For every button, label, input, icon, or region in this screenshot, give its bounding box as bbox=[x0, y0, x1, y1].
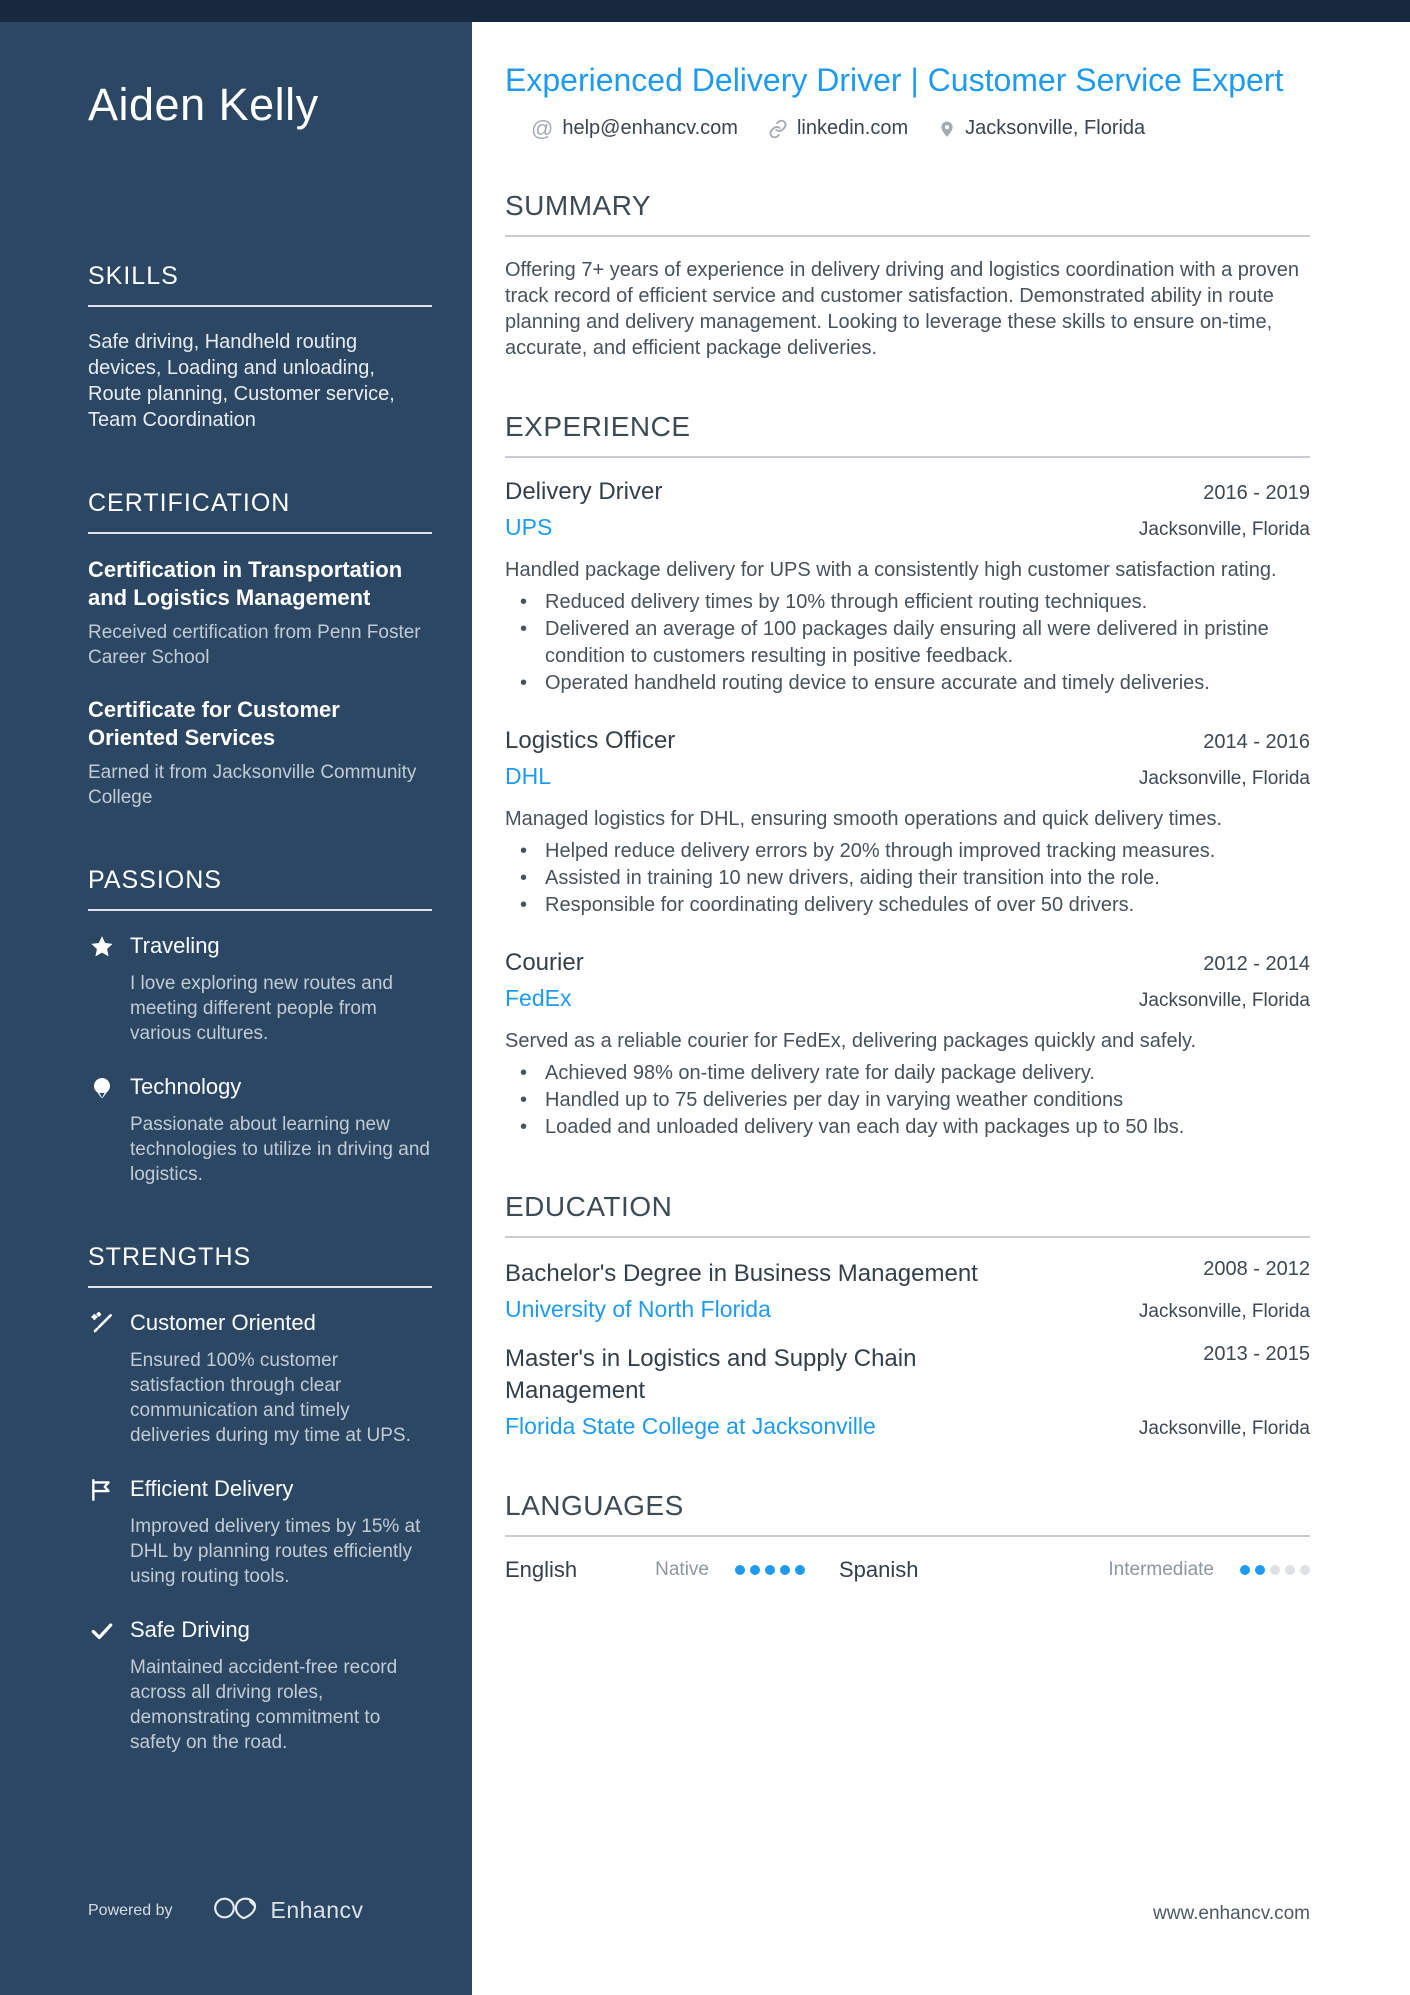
contact-location-text: Jacksonville, Florida bbox=[965, 117, 1146, 139]
strength-item bbox=[88, 1310, 432, 1448]
job-summary: Managed logistics for DHL, ensuring smooth operations and quick delivery times. bbox=[505, 808, 1223, 830]
job-dates: 2014 - 2016 bbox=[1203, 731, 1310, 753]
summary-heading: SUMMARY bbox=[505, 190, 1310, 237]
job-bullets bbox=[505, 1060, 1310, 1141]
summary-section bbox=[505, 190, 1310, 361]
education-heading: EDUCATION bbox=[505, 1191, 1310, 1238]
location-pin-icon bbox=[938, 119, 956, 139]
strength-description: Maintained accident-free record across all driving roles, demonstrating commitment to safety on the road. bbox=[130, 1656, 398, 1753]
sidebar bbox=[0, 0, 472, 1995]
certification-item bbox=[88, 556, 432, 670]
skills-heading: SKILLS bbox=[88, 262, 432, 307]
strength-item bbox=[88, 1617, 432, 1755]
job-company: FedEx bbox=[505, 985, 572, 1011]
passion-item bbox=[88, 933, 432, 1046]
education-degree: Bachelor's Degree in Business Management bbox=[505, 1260, 978, 1287]
education-entry bbox=[505, 1258, 1310, 1323]
certification-title: Certificate for Customer Oriented Services bbox=[88, 696, 340, 750]
education-institution: University of North Florida bbox=[505, 1296, 771, 1322]
language-item bbox=[839, 1557, 1310, 1583]
contact-row bbox=[531, 117, 1310, 140]
passions-section bbox=[88, 866, 432, 1187]
certification-heading: CERTIFICATION bbox=[88, 489, 432, 534]
job-role: Courier bbox=[505, 949, 584, 976]
rating-dot-filled bbox=[765, 1565, 775, 1575]
main-column bbox=[505, 22, 1310, 1583]
resume-headline: Experienced Delivery Driver | Customer Service Expert bbox=[505, 62, 1284, 98]
experience-heading: EXPERIENCE bbox=[505, 411, 1310, 458]
languages-grid bbox=[505, 1557, 1310, 1583]
job-location: Jacksonville, Florida bbox=[1138, 990, 1310, 1011]
sidebar-footer bbox=[88, 1894, 364, 1927]
flag-icon bbox=[88, 1476, 116, 1504]
skills-section bbox=[88, 262, 432, 433]
education-degree: Master's in Logistics and Supply Chain Management bbox=[505, 1345, 917, 1404]
education-section bbox=[505, 1191, 1310, 1440]
job-bullet: • Delivered an average of 100 packages daily ensuring all were delivered in pristine condition to customers resulting in positive feedback. bbox=[505, 616, 1310, 670]
strengths-heading: STRENGTHS bbox=[88, 1243, 432, 1288]
passion-item bbox=[88, 1074, 432, 1187]
language-name: English bbox=[505, 1557, 578, 1582]
language-level: Native bbox=[655, 1559, 709, 1580]
enhancv-brand-name[interactable]: Enhancv bbox=[270, 1897, 364, 1923]
education-location: Jacksonville, Florida bbox=[1138, 1418, 1310, 1439]
strength-item bbox=[88, 1476, 432, 1589]
job-role: Logistics Officer bbox=[505, 727, 676, 754]
link-icon bbox=[768, 119, 788, 139]
job-location: Jacksonville, Florida bbox=[1138, 519, 1310, 540]
passion-title: Technology bbox=[130, 1073, 242, 1099]
strength-description: Improved delivery times by 15% at DHL by planning routes efficiently using routing tools. bbox=[130, 1515, 421, 1587]
languages-heading: LANGUAGES bbox=[505, 1490, 1310, 1537]
magic-wand-icon bbox=[88, 1310, 116, 1338]
rating-dot-filled bbox=[780, 1565, 790, 1575]
contact-email-text[interactable]: help@enhancv.com bbox=[562, 117, 738, 139]
experience-section bbox=[505, 411, 1310, 1141]
certification-description: Earned it from Jacksonville Community College bbox=[88, 761, 417, 808]
enhancv-logo-icon[interactable] bbox=[213, 1894, 259, 1927]
passion-description: Passionate about learning new technologies to utilize in driving and logistics. bbox=[130, 1113, 430, 1185]
job-bullets bbox=[505, 589, 1310, 697]
rating-dot-filled bbox=[795, 1565, 805, 1575]
rating-dot-filled bbox=[1240, 1565, 1250, 1575]
candidate-name: Aiden Kelly bbox=[88, 79, 319, 130]
contact-linkedin bbox=[768, 117, 908, 140]
check-icon bbox=[88, 1617, 116, 1645]
certification-description: Received certification from Penn Foster Career School bbox=[88, 621, 421, 668]
strength-title: Efficient Delivery bbox=[130, 1475, 294, 1501]
job-dates: 2016 - 2019 bbox=[1203, 482, 1310, 504]
education-dates: 2013 - 2015 bbox=[1203, 1343, 1310, 1365]
strength-title: Safe Driving bbox=[130, 1616, 250, 1642]
powered-by-label: Powered by bbox=[88, 1901, 173, 1919]
star-icon bbox=[88, 933, 116, 961]
certification-item bbox=[88, 696, 432, 810]
job-entry bbox=[505, 478, 1310, 697]
job-location: Jacksonville, Florida bbox=[1138, 768, 1310, 789]
job-bullet: • Loaded and unloaded delivery van each day with packages up to 50 lbs. bbox=[505, 1114, 1310, 1141]
job-bullet: • Handled up to 75 deliveries per day in varying weather conditions bbox=[505, 1087, 1310, 1114]
language-level: Intermediate bbox=[1108, 1559, 1214, 1580]
job-summary: Served as a reliable courier for FedEx, delivering packages quickly and safely. bbox=[505, 1030, 1197, 1052]
language-rating-dots bbox=[735, 1565, 805, 1575]
rating-dot-filled bbox=[750, 1565, 760, 1575]
strength-title: Customer Oriented bbox=[130, 1309, 316, 1335]
job-bullets bbox=[505, 838, 1310, 919]
job-bullet: • Helped reduce delivery errors by 20% through improved tracking measures. bbox=[505, 838, 1310, 865]
website-url[interactable]: www.enhancv.com bbox=[1153, 1903, 1310, 1924]
strength-description: Ensured 100% customer satisfaction through clear communication and timely deliveries during my time at UPS. bbox=[130, 1349, 411, 1446]
job-bullet: • Assisted in training 10 new drivers, aiding their transition into the role. bbox=[505, 865, 1310, 892]
certification-title: Certification in Transportation and Logistics Management bbox=[88, 556, 403, 610]
job-entry bbox=[505, 949, 1310, 1141]
job-bullet: • Operated handheld routing device to ensure accurate and timely deliveries. bbox=[505, 670, 1310, 697]
summary-text: Offering 7+ years of experience in delivery driving and logistics coordination with a proven track record of efficient service and customer satisfaction. Demonstrated ability in route planning and delivery management. Looking to leverage these skills to ensure on-time, accurate, and efficient package deliveries. bbox=[505, 259, 1299, 359]
rating-dot-filled bbox=[735, 1565, 745, 1575]
passion-title: Traveling bbox=[130, 932, 220, 958]
lightbulb-icon bbox=[88, 1074, 116, 1102]
language-rating-dots bbox=[1240, 1565, 1310, 1575]
education-institution: Florida State College at Jacksonville bbox=[505, 1413, 876, 1439]
language-item bbox=[505, 1557, 805, 1583]
rating-dot-empty bbox=[1270, 1565, 1280, 1575]
certification-section bbox=[88, 489, 432, 810]
contact-linkedin-text[interactable]: linkedin.com bbox=[796, 117, 909, 139]
job-bullet: • Responsible for coordinating delivery schedules of over 50 drivers. bbox=[505, 892, 1310, 919]
job-dates: 2012 - 2014 bbox=[1203, 953, 1310, 975]
rating-dot-empty bbox=[1300, 1565, 1310, 1575]
rating-dot-empty bbox=[1285, 1565, 1295, 1575]
job-company: UPS bbox=[505, 514, 553, 540]
at-icon: @ bbox=[531, 115, 554, 141]
passions-heading: PASSIONS bbox=[88, 866, 432, 911]
languages-section bbox=[505, 1490, 1310, 1583]
job-entry bbox=[505, 727, 1310, 919]
education-location: Jacksonville, Florida bbox=[1138, 1301, 1310, 1322]
job-bullet: • Achieved 98% on-time delivery rate for daily package delivery. bbox=[505, 1060, 1310, 1087]
strengths-section bbox=[88, 1243, 432, 1755]
language-name: Spanish bbox=[839, 1557, 919, 1582]
top-accent-bar bbox=[0, 0, 1410, 22]
contact-email bbox=[531, 117, 738, 140]
passion-description: I love exploring new routes and meeting different people from various cultures. bbox=[130, 972, 393, 1044]
job-company: DHL bbox=[505, 763, 552, 789]
skills-text: Safe driving, Handheld routing devices, Loading and unloading, Route planning, Customer service, Team Coordination bbox=[88, 330, 395, 431]
job-summary: Handled package delivery for UPS with a consistently high customer satisfaction rating. bbox=[505, 559, 1277, 581]
contact-location bbox=[938, 117, 1145, 140]
rating-dot-filled bbox=[1255, 1565, 1265, 1575]
job-role: Delivery Driver bbox=[505, 478, 663, 505]
education-entry bbox=[505, 1343, 1310, 1440]
education-dates: 2008 - 2012 bbox=[1203, 1258, 1310, 1280]
job-bullet: • Reduced delivery times by 10% through efficient routing techniques. bbox=[505, 589, 1310, 616]
